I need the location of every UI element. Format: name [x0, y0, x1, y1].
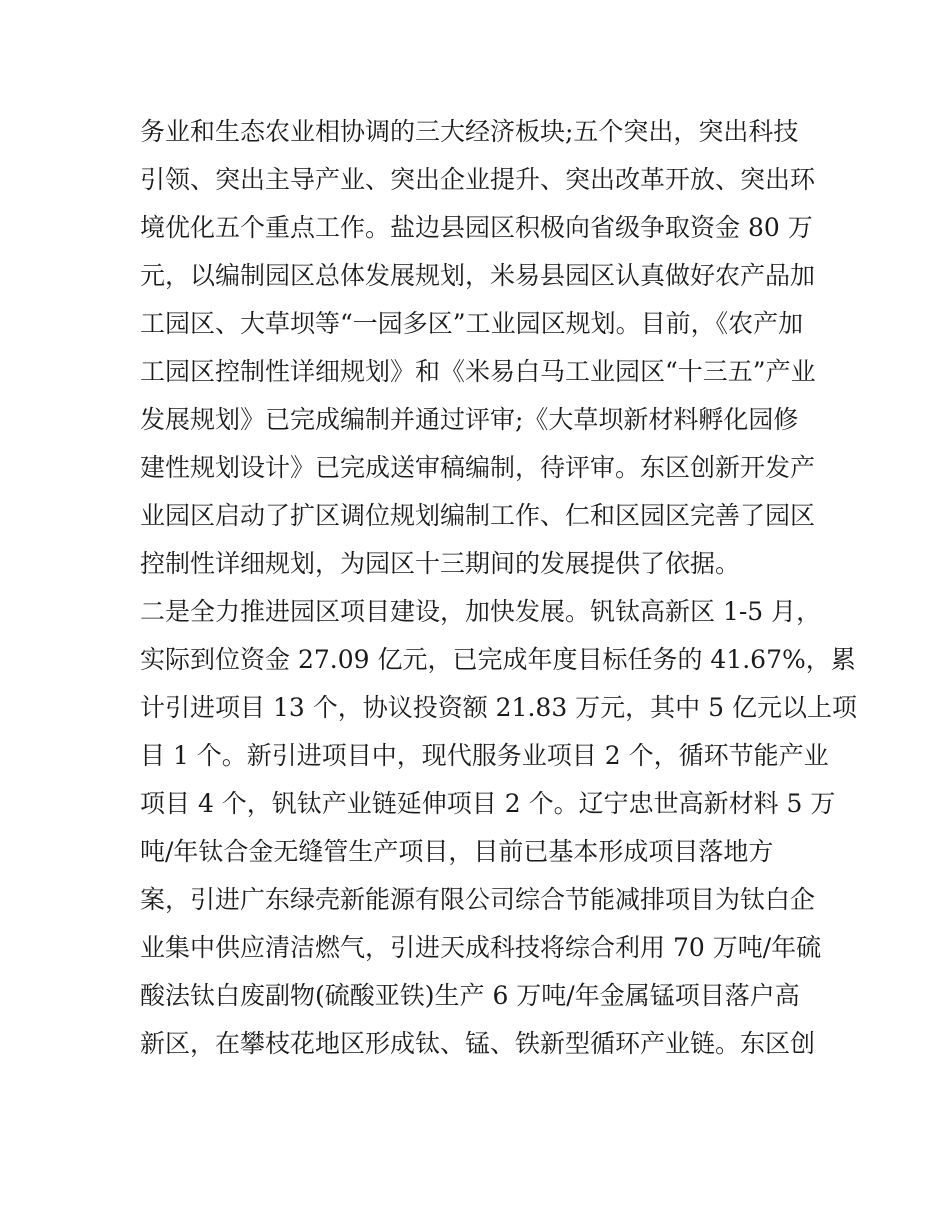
- text-line: 案，引进广东绿壳新能源有限公司综合节能减排项目为钛白企: [140, 885, 816, 914]
- text-line: 控制性详细规划，为园区十三期间的发展提供了依据。: [140, 549, 741, 578]
- text-line: 元，以编制园区总体发展规划，米易县园区认真做好农产品加: [140, 261, 816, 290]
- body-text: [140, 108, 857, 1068]
- text-line: 务业和生态农业相协调的三大经济板块;五个突出，突出科技: [140, 117, 799, 146]
- text-line: 新区，在攀枝花地区形成钛、锰、铁新型循环产业链。东区创: [140, 1029, 816, 1058]
- text-line: 发展规划》已完成编制并通过评审;《大草坝新材料孵化园修: [140, 405, 799, 434]
- text-line: 引领、突出主导产业、突出企业提升、突出改革开放、突出环: [140, 165, 816, 194]
- text-line: 工园区控制性详细规划》和《米易白马工业园区“十三五”产业: [140, 357, 816, 386]
- text-line: 工园区、大草坝等“一园多区”工业园区规划。目前，《农产加: [140, 309, 804, 338]
- text-line: 二是全力推进园区项目建设，加快发展。钒钛高新区 1-5 月，: [140, 597, 822, 626]
- text-line: 境优化五个重点工作。盐边县园区积极向省级争取资金 80 万: [140, 213, 813, 242]
- text-line: 业集中供应清洁燃气，引进天成科技将综合利用 70 万吨/年硫: [140, 933, 822, 962]
- text-line: 目 1 个。新引进项目中，现代服务业项目 2 个，循环节能产业: [140, 741, 829, 770]
- text-line: 项目 4 个，钒钛产业链延伸项目 2 个。辽宁忠世高新材料 5 万: [140, 789, 836, 818]
- text-line: 实际到位资金 27.09 亿元，已完成年度目标任务的 41.67%，累: [140, 645, 856, 674]
- text-line: 计引进项目 13 个，协议投资额 21.83 万元，其中 5 亿元以上项: [140, 693, 857, 722]
- text-line: 建性规划设计》已完成送审稿编制，待评审。东区创新开发产: [140, 453, 816, 482]
- text-line: 酸法钛白废副物(硫酸亚铁)生产 6 万吨/年金属锰项目落户高: [140, 981, 800, 1010]
- text-line: 吨/年钛合金无缝管生产项目，目前已基本形成项目落地方: [140, 837, 774, 866]
- text-line: 业园区启动了扩区调位规划编制工作、仁和区园区完善了园区: [140, 501, 816, 530]
